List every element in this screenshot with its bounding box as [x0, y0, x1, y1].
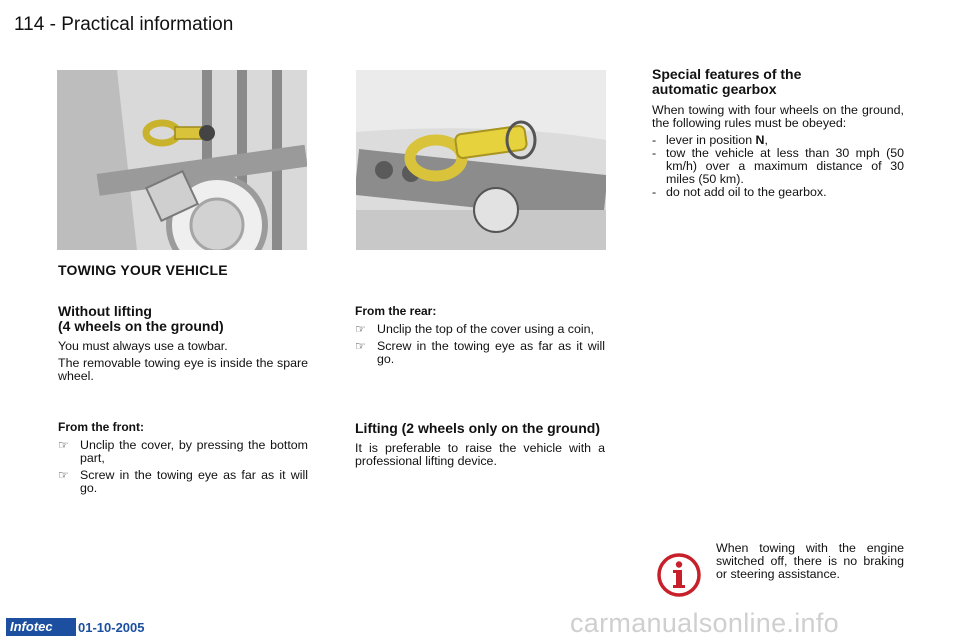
list-item-text: Screw in the towing eye as far as it will go. [80, 468, 308, 495]
towing-eye-location-note: The removable towing eye is inside the spare wheel. [58, 356, 308, 383]
pointing-hand-icon: ☞ [355, 339, 366, 353]
lifting-block [355, 421, 605, 468]
lifting-title: Lifting (2 wheels only on the ground) [355, 420, 600, 436]
lifting-note: It is preferable to raise the vehicle with a professional lifting device. [355, 441, 605, 468]
page-title: Practical information [61, 14, 234, 35]
section-title-towing: TOWING YOUR VEHICLE [58, 262, 228, 278]
footer-date: 01-10-2005 [78, 620, 145, 635]
list-item-text: Unclip the cover, by pressing the bottom part, [80, 438, 308, 465]
watermark-site: carmanualsonline.info [570, 608, 839, 638]
rear-towing-eye-illustration [356, 70, 606, 250]
automatic-gearbox-title: Special features of the automatic gearbox [652, 66, 802, 97]
automatic-gearbox-intro: When towing with four wheels on the ground, the following rules must be obeyed: [652, 103, 904, 130]
list-item-text: do not add oil to the gearbox. [666, 185, 827, 199]
from-front-block [58, 420, 308, 499]
pointing-hand-icon: ☞ [58, 468, 69, 482]
front-towing-eye-illustration [57, 70, 307, 250]
without-lifting-title-line1: Without lifting [58, 303, 152, 319]
list-item [652, 147, 904, 186]
list-item-text: tow the vehicle at less than 30 mph (50 km/h) over a maximum distance of 30 miles (50 km). [666, 146, 904, 186]
pointing-hand-icon: ☞ [355, 322, 366, 336]
dash-marker: - [652, 185, 657, 199]
page-header [14, 14, 233, 36]
dash-marker: - [652, 133, 657, 147]
towbar-note: You must always use a towbar. [58, 339, 228, 353]
automatic-gearbox-block [652, 67, 904, 199]
without-lifting-title-line2: (4 wheels on the ground) [58, 318, 224, 334]
infotec-logo: Infotec [6, 618, 76, 636]
list-item-punct: , [764, 133, 768, 147]
info-icon [656, 552, 702, 598]
list-item-text: Screw in the towing eye as far as it will go. [377, 339, 605, 366]
list-item-text: Unclip the top of the cover using a coin, [377, 322, 594, 336]
list-item [58, 469, 308, 495]
without-lifting-block [58, 304, 308, 383]
list-item [58, 439, 308, 465]
list-item [355, 323, 605, 336]
list-item-text: lever in position [666, 133, 756, 147]
list-item [652, 186, 904, 199]
from-rear-title: From the rear: [355, 304, 437, 318]
from-rear-block [355, 304, 605, 370]
gear-position: N [755, 133, 765, 147]
list-item [355, 340, 605, 366]
page-number: 114 [14, 14, 45, 35]
header-separator: - [49, 14, 56, 35]
pointing-hand-icon: ☞ [58, 438, 69, 452]
dash-marker: - [652, 146, 657, 160]
info-note-text: When towing with the engine switched off, there is no braking or steering assistance. [716, 541, 904, 581]
from-front-title: From the front: [58, 420, 144, 434]
